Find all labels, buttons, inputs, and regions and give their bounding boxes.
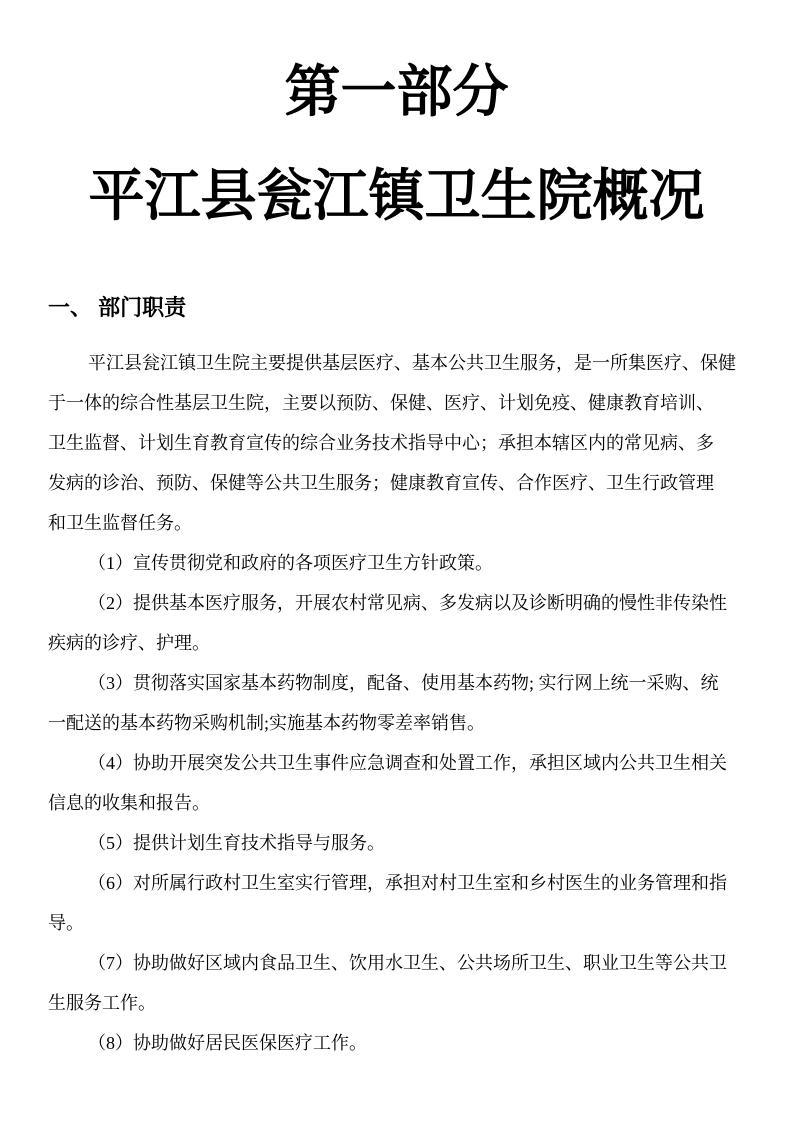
paragraph-line: （8）协助做好居民医保医疗工作。	[88, 1033, 367, 1053]
paragraph-line: 一配送的基本药物采购机制;实施基本药物零差率销售。	[48, 713, 485, 733]
paragraph	[48, 743, 745, 823]
paragraph-line: 于一体的综合性基层卫生院，主要以预防、保健、医疗、计划免疫、健康教育培训、	[48, 393, 714, 413]
paragraph-line: 导。	[48, 913, 84, 933]
paragraph-line: （4）协助开展突发公共卫生事件应急调查和处置工作，承担区域内公共卫生相关	[88, 753, 727, 773]
paragraph-line: （6）对所属行政村卫生室实行管理，承担对村卫生室和乡村医生的业务管理和指	[88, 873, 727, 893]
section-heading-responsibilities: 一、 部门职责	[48, 295, 187, 320]
paragraph-line: 平江县瓮江镇卫生院主要提供基层医疗、基本公共卫生服务，是一所集医疗、保健	[88, 353, 736, 373]
paragraph	[48, 863, 745, 943]
paragraph-line: 发病的诊治、预防、保健等公共卫生服务；健康教育宣传、合作医疗、卫生行政管理	[48, 473, 714, 493]
document-title: 平江县瓮江镇卫生院概况	[88, 164, 705, 227]
paragraph	[48, 823, 745, 863]
paragraph-line: 生服务工作。	[48, 993, 156, 1013]
paragraph-line: 信息的收集和报告。	[48, 793, 210, 813]
body-paragraphs	[48, 343, 745, 1063]
paragraph-line: （1）宣传贯彻党和政府的各项医疗卫生方针政策。	[88, 553, 493, 573]
paragraph-line: 卫生监督、计划生育教育宣传的综合业务技术指导中心；承担本辖区内的常见病、多	[48, 433, 714, 453]
paragraph	[48, 1023, 745, 1063]
paragraph	[48, 663, 745, 743]
part-title: 第一部分	[284, 60, 509, 123]
paragraph-line: （3）贯彻落实国家基本药物制度，配备、使用基本药物; 实行网上统一采购、统	[88, 673, 719, 693]
paragraph-line: 疾病的诊疗、护理。	[48, 633, 210, 653]
paragraph-line: （2）提供基本医疗服务，开展农村常见病、多发病以及诊断明确的慢性非传染性	[88, 593, 727, 613]
paragraph	[48, 543, 745, 583]
paragraph	[48, 583, 745, 663]
paragraph-line: （7）协助做好区域内食品卫生、饮用水卫生、公共场所卫生、职业卫生等公共卫	[88, 953, 727, 973]
paragraph-line: （5）提供计划生育技术指导与服务。	[88, 833, 385, 853]
paragraph-line: 和卫生监督任务。	[48, 513, 192, 533]
paragraph	[48, 943, 745, 1023]
paragraph	[48, 343, 745, 543]
